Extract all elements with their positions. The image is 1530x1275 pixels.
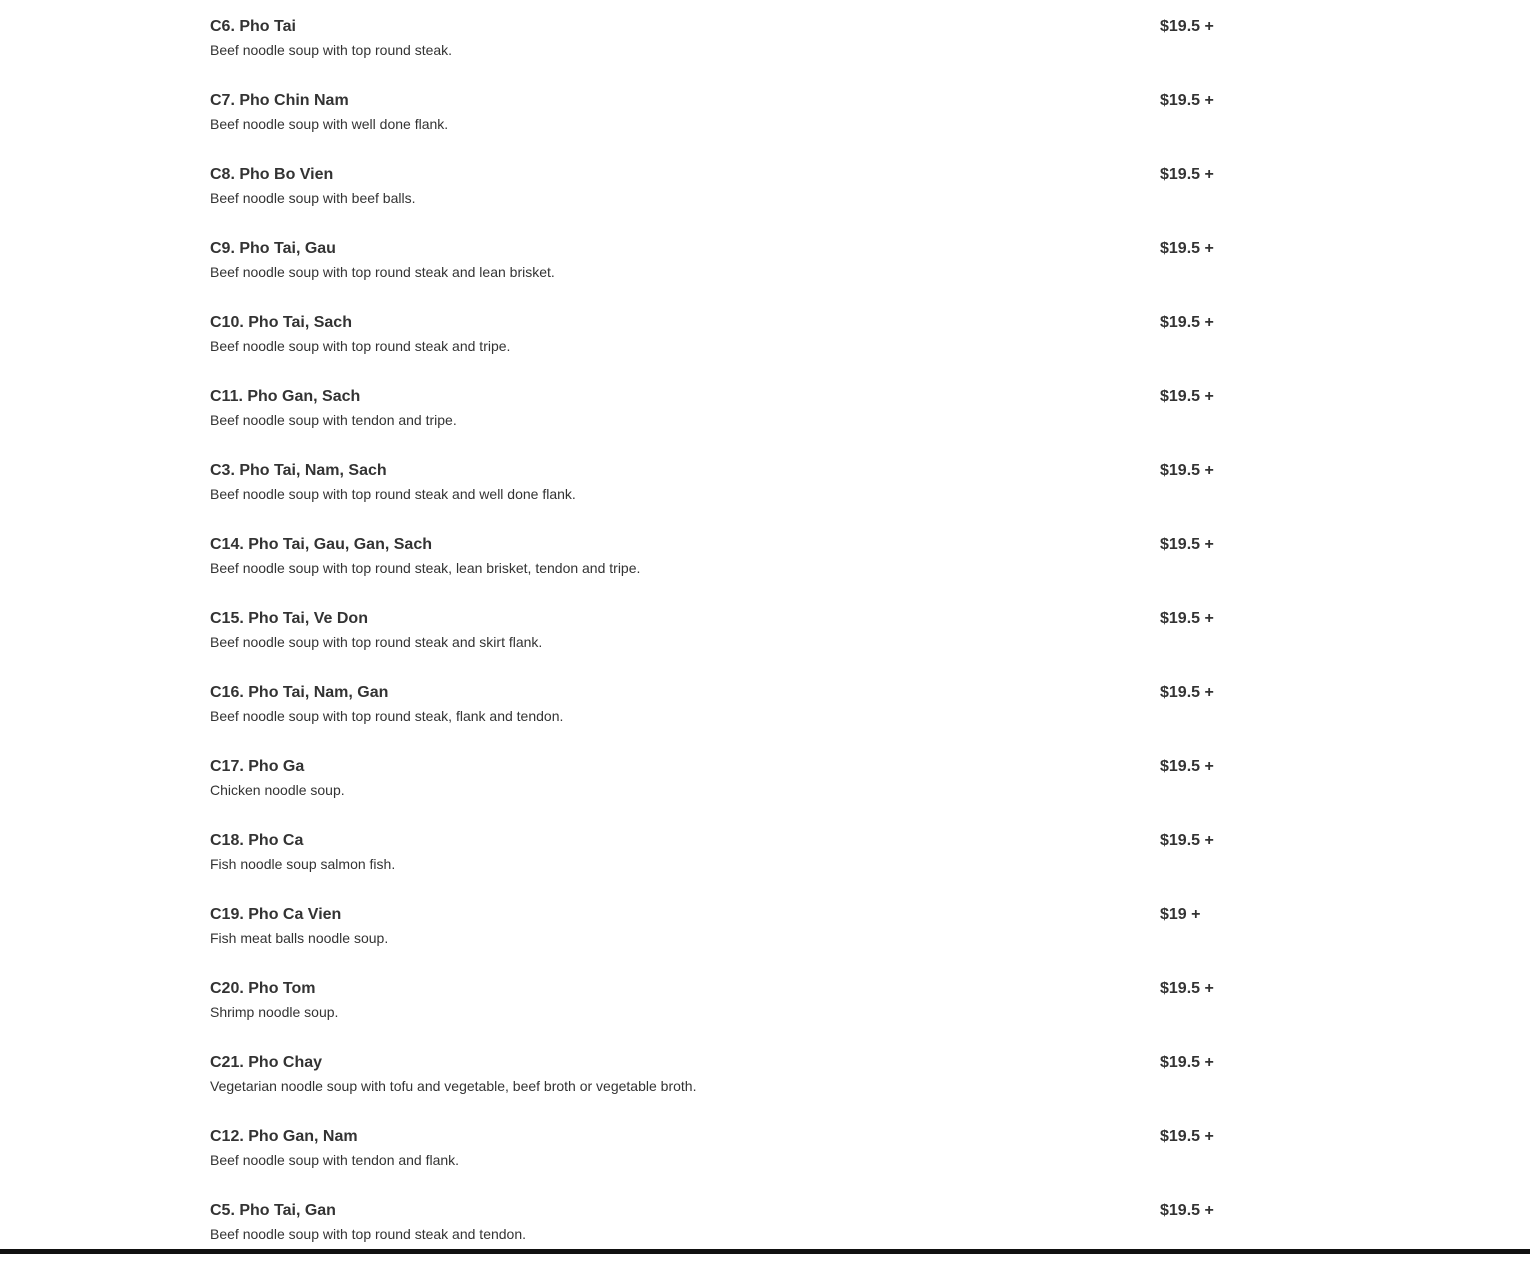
item-description: Beef noodle soup with top round steak and skirt flank. [210,634,543,650]
item-name: C6. Pho Tai [210,18,296,35]
item-price: $19.5 + [1160,166,1214,183]
item-description: Beef noodle soup with beef balls. [210,190,416,206]
item-name: C18. Pho Ca [210,832,304,849]
item-name: C8. Pho Bo Vien [210,166,334,183]
item-description: Chicken noodle soup. [210,782,345,798]
menu-item[interactable] [210,165,1214,239]
item-price: $19.5 + [1160,388,1214,405]
menu-item[interactable] [210,1201,1214,1275]
item-name: C3. Pho Tai, Nam, Sach [210,462,387,479]
item-name: C21. Pho Chay [210,1054,323,1071]
menu-list [210,17,1214,1275]
menu-item[interactable] [210,535,1214,609]
item-description: Beef noodle soup with top round steak and lean brisket. [210,264,555,280]
item-name: C14. Pho Tai, Gau, Gan, Sach [210,536,432,553]
item-name: C9. Pho Tai, Gau [210,240,336,257]
item-description: Beef noodle soup with well done flank. [210,116,449,132]
item-name: C15. Pho Tai, Ve Don [210,610,368,627]
item-description: Shrimp noodle soup. [210,1004,339,1020]
item-description: Beef noodle soup with top round steak and tripe. [210,338,511,354]
item-name: C7. Pho Chin Nam [210,92,349,109]
item-name: C17. Pho Ga [210,758,305,775]
item-price: $19.5 + [1160,18,1214,35]
menu-item[interactable] [210,905,1214,979]
item-price: $19.5 + [1160,832,1214,849]
item-description: Beef noodle soup with top round steak. [210,42,453,58]
item-description: Beef noodle soup with top round steak and well done flank. [210,486,576,502]
item-price: $19.5 + [1160,536,1214,553]
item-description: Beef noodle soup with tendon and flank. [210,1152,460,1168]
item-description: Fish noodle soup salmon fish. [210,856,396,872]
item-description: Beef noodle soup with top round steak and tendon. [210,1226,527,1242]
menu-item[interactable] [210,979,1214,1053]
item-description: Beef noodle soup with top round steak, flank and tendon. [210,708,564,724]
item-price: $19.5 + [1160,758,1214,775]
menu-item[interactable] [210,461,1214,535]
item-price: $19.5 + [1160,240,1214,257]
item-name: C5. Pho Tai, Gan [210,1202,336,1219]
item-name: C12. Pho Gan, Nam [210,1128,358,1145]
item-price: $19.5 + [1160,610,1214,627]
item-description: Beef noodle soup with top round steak, lean brisket, tendon and tripe. [210,560,641,576]
item-description: Fish meat balls noodle soup. [210,930,389,946]
menu-item[interactable] [210,757,1214,831]
item-name: C16. Pho Tai, Nam, Gan [210,684,389,701]
item-description: Beef noodle soup with tendon and tripe. [210,412,457,428]
menu-item[interactable] [210,313,1214,387]
item-price: $19.5 + [1160,684,1214,701]
menu-item[interactable] [210,609,1214,683]
menu-item[interactable] [210,239,1214,313]
item-price: $19.5 + [1160,1054,1214,1071]
item-name: C11. Pho Gan, Sach [210,388,361,405]
item-price: $19.5 + [1160,1202,1214,1219]
item-price: $19.5 + [1160,462,1214,479]
item-description: Vegetarian noodle soup with tofu and vegetable, beef broth or vegetable broth. [210,1078,697,1094]
bottom-bar [0,1249,1530,1254]
item-name: C19. Pho Ca Vien [210,906,342,923]
menu-item[interactable] [210,91,1214,165]
menu-item[interactable] [210,683,1214,757]
menu-item[interactable] [210,831,1214,905]
menu-item[interactable] [210,1053,1214,1127]
menu-item[interactable] [210,17,1214,91]
menu-item[interactable] [210,1127,1214,1201]
item-price: $19 + [1160,906,1201,923]
item-name: C20. Pho Tom [210,980,316,997]
item-price: $19.5 + [1160,1128,1214,1145]
menu-item[interactable] [210,387,1214,461]
item-price: $19.5 + [1160,314,1214,331]
item-price: $19.5 + [1160,980,1214,997]
item-name: C10. Pho Tai, Sach [210,314,352,331]
item-price: $19.5 + [1160,92,1214,109]
